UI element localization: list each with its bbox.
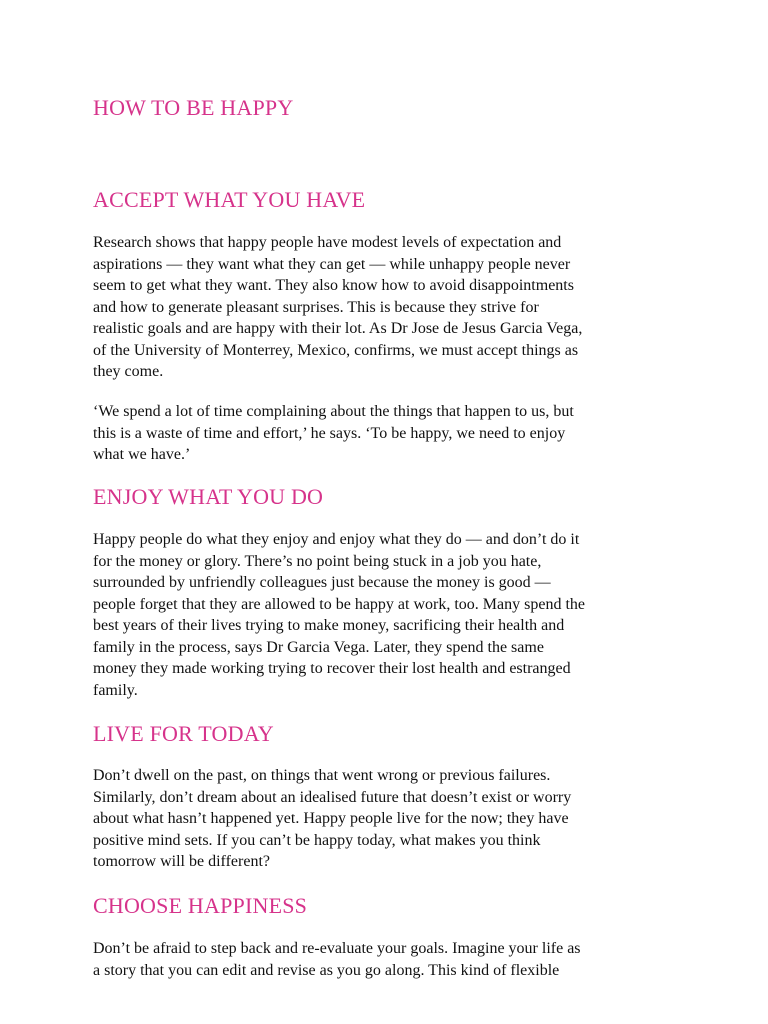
section-heading-choose: CHOOSE HAPPINESS: [93, 893, 308, 918]
section-heading-enjoy: ENJOY WHAT YOU DO: [93, 484, 324, 509]
section-paragraph: Don’t be afraid to step back and re-evaluate your goals. Imagine your life as a story that you can edit and revise as you go along. This kind of flexible: [93, 940, 581, 979]
section-heading-accept: ACCEPT WHAT YOU HAVE: [93, 187, 366, 212]
section-heading-live: LIVE FOR TODAY: [93, 721, 274, 746]
section-paragraph: Don’t dwell on the past, on things that went wrong or previous failures. Similarly, don’t dream about an idealised future that doesn’t exist or worry about what hasn’t happened yet. Happy people live for the now; they have positive mind sets. If you can’t be happy today, what makes you think tomorrow will be different?: [93, 767, 572, 870]
section-paragraph: Research shows that happy people have modest levels of expectation and aspirations — they want what they can get — while unhappy people never seem to get what they want. They also know how to avoid disappointments and how to generate pleasant surprises. This is because they strive for realistic goals and are happy with their lot. As Dr Jose de Jesus Garcia Vega, of the University of Monterrey, Mexico, confirms, we must accept things as they come.: [93, 234, 583, 380]
section-paragraph: ‘We spend a lot of time complaining about the things that happen to us, but this is a waste of time and effort,’ he says. ‘To be happy, we need to enjoy what we have.’: [93, 403, 574, 463]
document-title: HOW TO BE HAPPY: [93, 95, 294, 120]
section-paragraph: Happy people do what they enjoy and enjoy what they do — and don’t do it for the money or glory. There’s no point being stuck in a job you hate, surrounded by unfriendly colleagues just because the money is good — people forget that they are allowed to be happy at work, too. Many spend the best years of their lives trying to make money, sacrificing their health and family in the process, says Dr Garcia Vega. Later, they spend the same money they made working trying to recover their lost health and estranged family.: [93, 531, 586, 699]
